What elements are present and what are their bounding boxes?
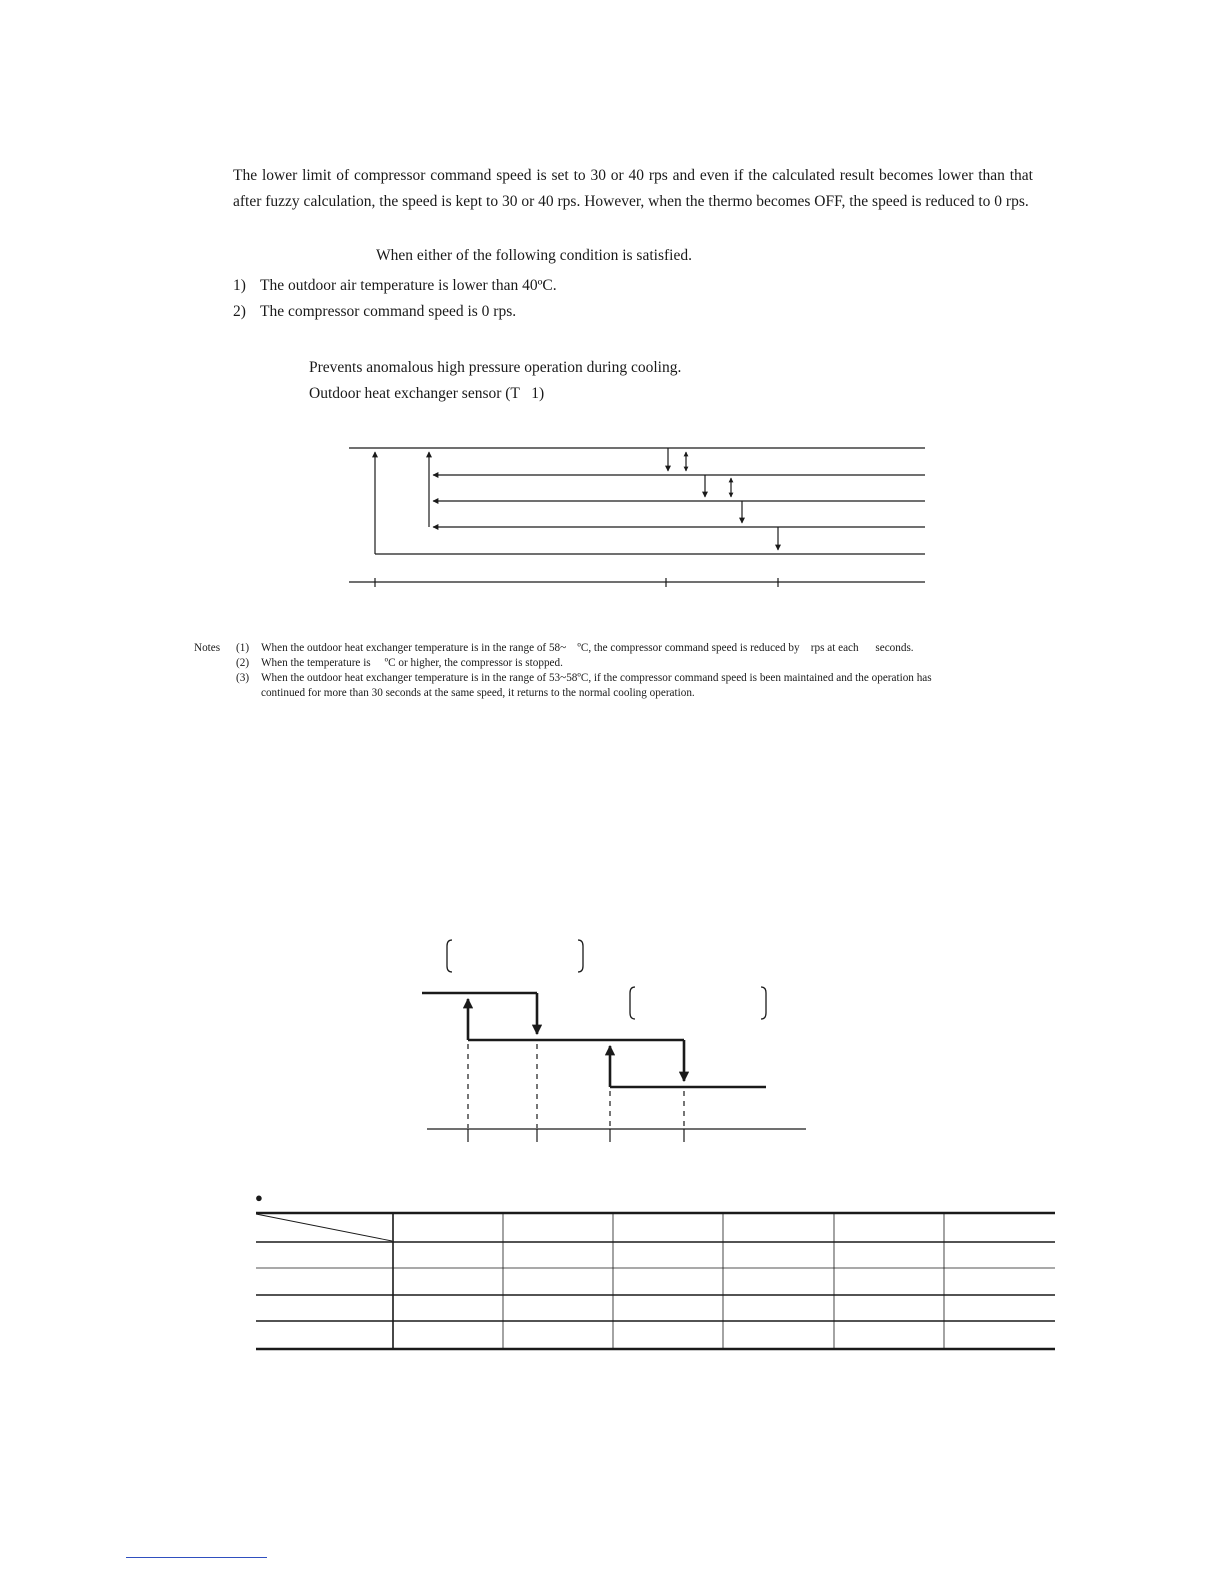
note-text-3: When the outdoor heat exchanger temperature is in the range of 53~58ºC, if the compressor command speed is been maintained and the operation has [261,672,932,684]
note-text-2: When the temperature is ºC or higher, the compressor is stopped. [261,657,563,669]
notes-label: Notes [194,642,221,654]
sensor-text: Outdoor heat exchanger sensor (T 1) [309,385,545,402]
note-text-1: When the outdoor heat exchanger temperature is in the range of 58~ ºC, the compressor command speed is reduced by rps at each seconds. [261,642,914,654]
purpose-text: Prevents anomalous high pressure operation during cooling. [309,359,682,376]
bracket-right-2 [761,987,766,1019]
intro-paragraph: The lower limit of compressor command speed is set to 30 or 40 rps and even if the calculated result becomes lower than that after fuzzy calculation, the speed is kept to 30 or 40 rps. However, when the thermo becomes OFF, the speed is reduced to 0 rps. [233,167,1033,210]
footer-link-rule [126,1557,267,1558]
note-number-1: (1) [236,642,250,654]
bracket-left-1 [447,940,452,972]
condition-heading: When either of the following condition is satisfied. [376,247,692,264]
bracket-right-1 [578,940,583,972]
condition-number-1: 1) [233,277,246,294]
table-bullet: ● [255,1190,263,1205]
note-number-2: (2) [236,657,250,669]
condition-number-2: 2) [233,303,246,320]
note-text-3-continued: continued for more than 30 seconds at the same speed, it returns to the normal cooling operation. [261,687,695,699]
table-header-diagonal [256,1214,392,1241]
note-number-3: (3) [236,672,250,684]
bracket-left-2 [630,987,635,1019]
condition-text-1: The outdoor air temperature is lower than 40ºC. [260,277,557,294]
condition-text-2: The compressor command speed is 0 rps. [260,303,517,320]
